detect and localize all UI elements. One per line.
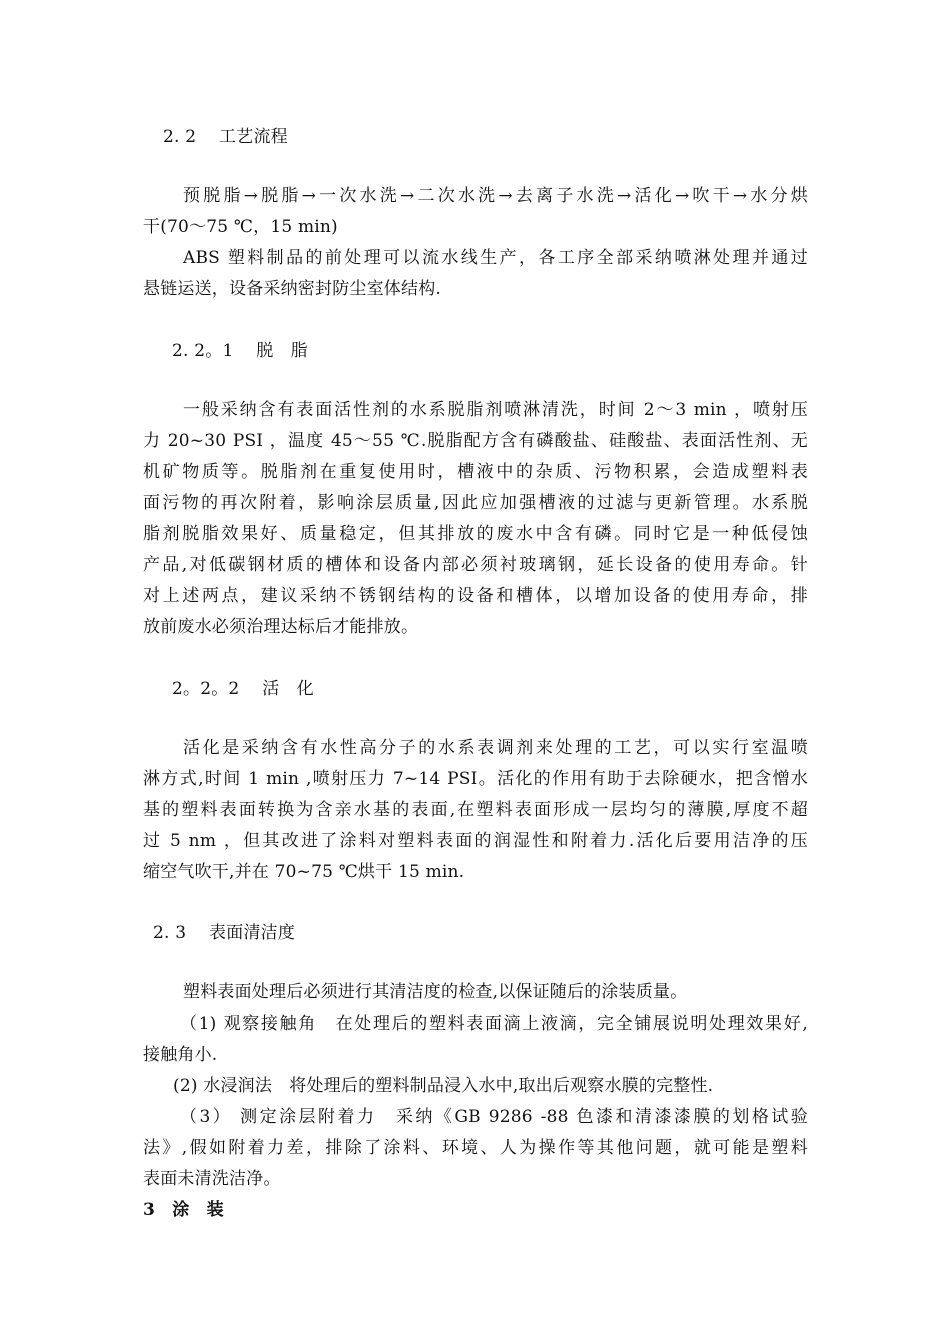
section-2-2-1-heading: 2. 2。1 脱 脂 bbox=[172, 341, 308, 361]
abs-pretreatment-line-2: 悬链运送，设备采纳密封防尘室体结构. bbox=[143, 279, 442, 299]
degrease-line-1: 一般采纳含有表面活性剂的水系脱脂剂喷淋清洗，时间 2～3 min ，喷射压 bbox=[183, 400, 808, 420]
cleanliness-item-3-line-2: 法》,假如附着力差，排除了涂料、环境、人为操作等其他问题，就可能是塑料 bbox=[143, 1138, 808, 1158]
abs-pretreatment-line-1: ABS 塑料制品的前处理可以流水线生产，各工序全部采纳喷淋处理并通过 bbox=[183, 248, 808, 268]
section-2-2-2-heading: 2。2。2 活 化 bbox=[172, 679, 314, 699]
process-flow-line-1: 预脱脂→脱脂→一次水洗→二次水洗→去离子水洗→活化→吹干→水分烘 bbox=[183, 186, 808, 206]
section-2-2-heading: 2. 2 工艺流程 bbox=[163, 127, 288, 147]
degrease-line-3: 机矿物质等。脱脂剂在重复使用时，槽液中的杂质、污物积累，会造成塑料表 bbox=[143, 462, 808, 482]
cleanliness-intro: 塑料表面处理后必须进行其清洁度的检查,以保证随后的涂装质量。 bbox=[183, 982, 688, 1002]
degrease-line-5: 脂剂脱脂效果好、质量稳定，但其排放的废水中含有磷。同时它是一种低侵蚀 bbox=[143, 524, 808, 544]
section-2-3-heading: 2. 3 表面清洁度 bbox=[153, 923, 296, 943]
activation-line-5: 缩空气吹干,并在 70~75 ℃烘干 15 min. bbox=[143, 862, 465, 882]
activation-line-4: 过 5 nm ，但其改进了涂料对塑料表面的润湿性和附着力.活化后要用洁净的压 bbox=[143, 831, 808, 851]
activation-line-1: 活化是采纳含有水性高分子的水系表调剂来处理的工艺，可以实行室温喷 bbox=[183, 738, 808, 758]
degrease-line-8: 放前废水必须治理达标后才能排放。 bbox=[143, 617, 419, 637]
degrease-line-2: 力 20~30 PSI ，温度 45～55 ℃.脱脂配方含有磷酸盐、硅酸盐、表面活性剂、无 bbox=[143, 431, 808, 451]
activation-line-2: 淋方式,时间 1 min ,喷射压力 7~14 PSI。活化的作用有助于去除硬水，把含憎水 bbox=[143, 769, 808, 789]
cleanliness-item-2: (2) 水浸润法 将处理后的塑料制品浸入水中,取出后观察水膜的完整性. bbox=[173, 1076, 714, 1096]
cleanliness-item-1-line-1: （1) 观察接触角 在处理后的塑料表面滴上液滴，完全铺展说明处理效果好, bbox=[180, 1014, 808, 1034]
process-flow-line-2: 干(70～75 ℃，15 min) bbox=[143, 217, 338, 237]
cleanliness-item-3-line-1: （3） 测定涂层附着力 采纳《GB 9286 -88 色漆和清漆漆膜的划格试验 bbox=[180, 1107, 808, 1127]
activation-line-3: 基的塑料表面转换为含亲水基的表面,在塑料表面形成一层均匀的薄膜,厚度不超 bbox=[143, 800, 808, 820]
degrease-line-6: 产品,对低碳钢材质的槽体和设备内部必须衬玻璃钢，延长设备的使用寿命。针 bbox=[143, 555, 808, 575]
cleanliness-item-1-line-2: 接触角小. bbox=[143, 1045, 218, 1065]
cleanliness-item-3-line-3: 表面未清洗洁净。 bbox=[143, 1169, 281, 1189]
degrease-line-4: 面污物的再次附着，影响涂层质量,因此应加强槽液的过滤与更新管理。水系脱 bbox=[143, 493, 808, 513]
degrease-line-7: 对上述两点，建议采纳不锈钢结构的设备和槽体，以增加设备的使用寿命，排 bbox=[143, 586, 808, 606]
section-3-heading: 3 涂 装 bbox=[143, 1200, 224, 1220]
